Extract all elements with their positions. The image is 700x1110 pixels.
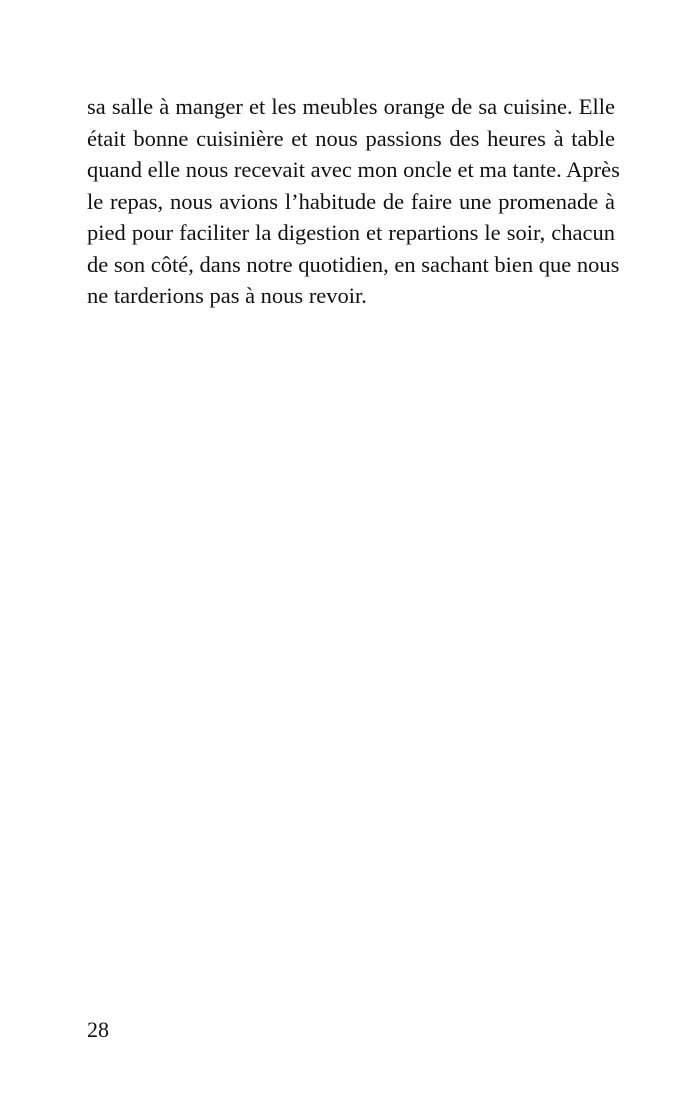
text-line: pied pour faciliter la digestion et repartions le soir, chacun [87,220,615,245]
page-number: 28 [87,1017,109,1042]
text-line: le repas, nous avions l’habitude de faire une promenade à [87,188,615,214]
text-line: sa salle à manger et les meubles orange de sa cuisine. Elle [87,94,615,119]
text-line: ne tarderions pas à nous revoir. [87,283,367,308]
text-line: quand elle nous recevait avec mon oncle et ma tante. Après [87,157,620,182]
text-line: était bonne cuisinière et nous passions des heures à table [87,125,615,151]
text-line: de son côté, dans notre quotidien, en sachant bien que nous [87,251,620,277]
body-paragraph [87,91,620,312]
